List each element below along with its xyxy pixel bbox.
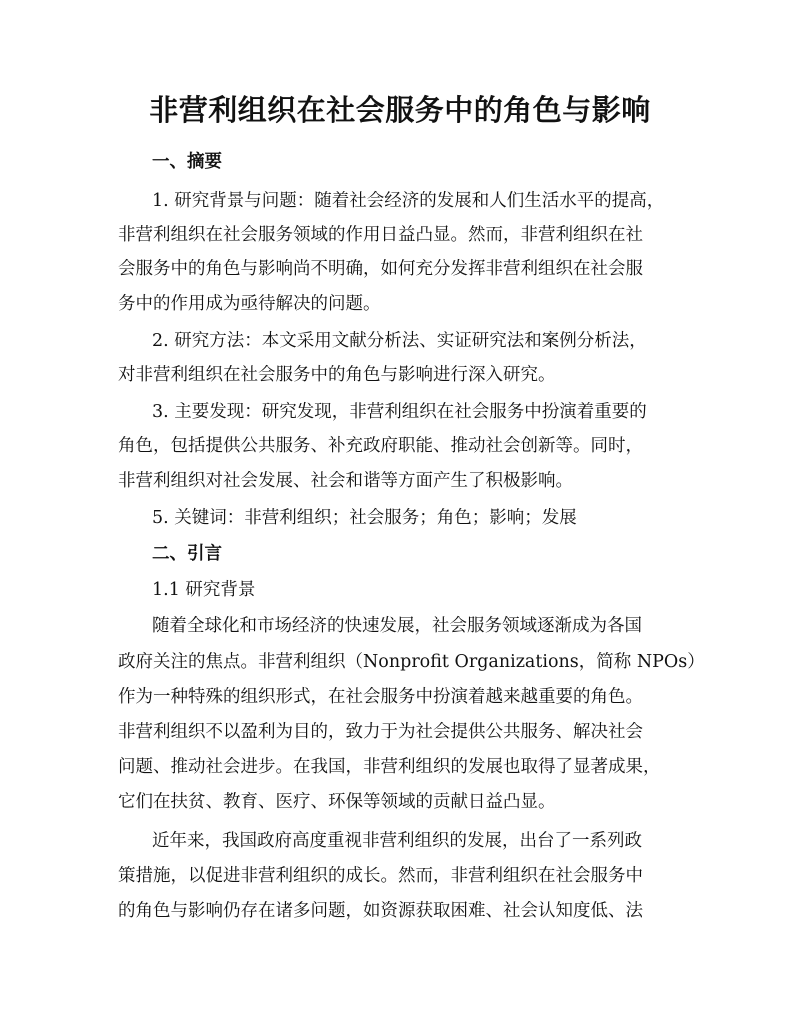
paragraph-line: 对非营利组织在社会服务中的角色与影响进行深入研究。: [118, 365, 556, 385]
paragraph-line: 3. 主要发现：研究发现，非营利组织在社会服务中扮演着重要的: [152, 402, 647, 422]
paragraph-line: 务中的作用成为亟待解决的问题。: [118, 294, 381, 314]
paragraph-line: 政府关注的焦点。非营利组织（Nonprofit Organizations，简称 NPOs）: [118, 652, 705, 672]
paragraph-line: 会服务中的角色与影响尚不明确，如何充分发挥非营利组织在社会服: [118, 259, 643, 279]
paragraph-line: 随着全球化和市场经济的快速发展，社会服务领域逐渐成为各国: [152, 616, 642, 636]
paragraph-line: 1. 研究背景与问题：随着社会经济的发展和人们生活水平的提高，: [152, 191, 665, 211]
section-heading-introduction: 二、引言: [152, 544, 222, 564]
subsection-heading-background: 1.1 研究背景: [152, 580, 256, 600]
paragraph-line: 策措施，以促进非营利组织的成长。然而，非营利组织在社会服务中: [118, 866, 643, 886]
section-heading-abstract: 一、摘要: [152, 152, 222, 172]
paragraph-line: 2. 研究方法：本文采用文献分析法、实证研究法和案例分析法，: [152, 331, 647, 351]
paragraph-line: 作为一种特殊的组织形式，在社会服务中扮演着越来越重要的角色。: [118, 687, 643, 707]
paragraph-line: 它们在扶贫、教育、医疗、环保等领域的贡献日益凸显。: [118, 792, 556, 812]
paragraph-line: 非营利组织对社会发展、社会和谐等方面产生了积极影响。: [118, 471, 573, 491]
paragraph-line: 的角色与影响仍存在诸多问题，如资源获取困难、社会认知度低、法: [118, 901, 643, 921]
keywords-line: 5. 关键词：非营利组织；社会服务；角色；影响；发展: [152, 508, 577, 528]
paragraph-line: 非营利组织不以盈利为目的，致力于为社会提供公共服务、解决社会: [118, 722, 643, 742]
paragraph-line: 近年来，我国政府高度重视非营利组织的发展，出台了一系列政: [152, 831, 642, 851]
paragraph-line: 角色，包括提供公共服务、补充政府职能、推动社会创新等。同时，: [118, 436, 643, 456]
paragraph-line: 非营利组织在社会服务领域的作用日益凸显。然而，非营利组织在社: [118, 225, 643, 245]
document-title: 非营利组织在社会服务中的角色与影响: [149, 93, 651, 127]
paragraph-line: 问题、推动社会进步。在我国，非营利组织的发展也取得了显著成果，: [118, 757, 661, 777]
